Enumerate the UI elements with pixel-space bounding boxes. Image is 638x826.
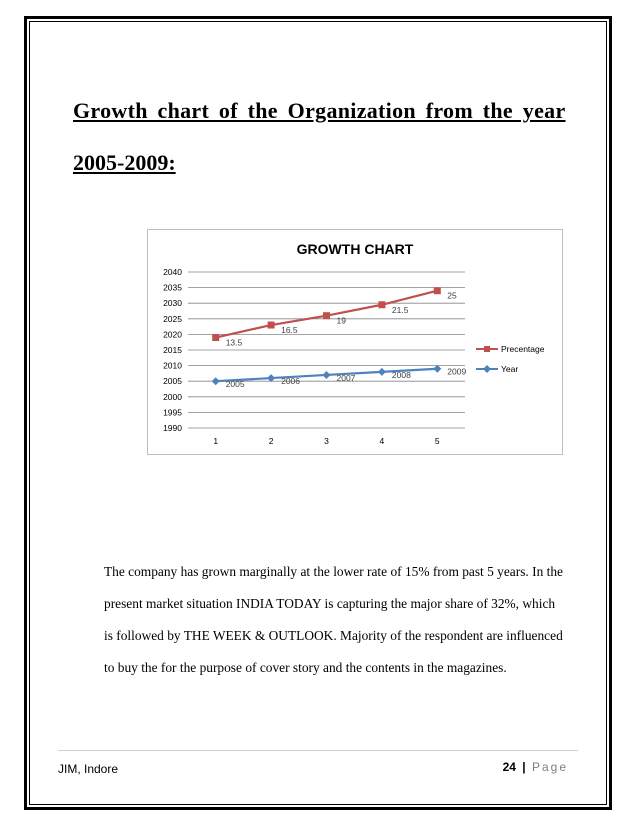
- x-tick-label: 5: [434, 436, 440, 446]
- data-label: 2007: [336, 372, 356, 383]
- paragraph-line: is followed by THE WEEK & OUTLOOK. Majority of the respondent are influenced: [104, 628, 563, 643]
- page-separator: |: [522, 760, 526, 774]
- data-point: [212, 377, 220, 385]
- x-tick-label: 4: [379, 436, 385, 446]
- growth-chart-svg: [148, 230, 562, 454]
- y-tick-label: 2015: [163, 345, 182, 355]
- y-tick-label: 2020: [163, 329, 182, 340]
- data-label: 2005: [225, 379, 245, 390]
- data-label: 19: [336, 315, 346, 326]
- data-point: [378, 301, 385, 308]
- data-point: [212, 334, 219, 341]
- data-label: 16.5: [281, 325, 298, 336]
- chart-title: GROWTH CHART: [296, 241, 414, 257]
- footer-institution: JIM, Indore: [58, 762, 119, 776]
- paragraph-line: present market situation INDIA TODAY is capturing the major share of 32%, which: [104, 596, 556, 611]
- legend-entry: Year: [501, 364, 519, 374]
- growth-chart: [147, 229, 563, 455]
- x-tick-label: 3: [324, 436, 329, 446]
- data-label: 2009: [447, 366, 467, 377]
- data-point: [323, 371, 331, 379]
- data-point: [323, 312, 330, 319]
- y-tick-label: 2010: [163, 360, 182, 371]
- y-tick-label: 2030: [163, 298, 182, 309]
- legend-marker: [484, 346, 490, 352]
- data-point: [434, 287, 441, 294]
- y-tick-label: 2040: [163, 267, 182, 277]
- section-heading: Growth chart of the Organization from the year: [73, 98, 566, 123]
- footer-page-info: [503, 760, 568, 774]
- data-label: 13.5: [225, 337, 243, 348]
- legend-entry: Precentage: [501, 344, 545, 354]
- data-label: 2008: [391, 369, 411, 380]
- data-label: 2006: [281, 376, 301, 387]
- page-word: Page: [531, 760, 568, 774]
- data-label: 21.5: [391, 304, 409, 315]
- x-tick-label: 2: [268, 436, 274, 446]
- y-tick-label: 2035: [163, 282, 182, 293]
- section-heading-years: 2005-2009:: [73, 150, 176, 175]
- data-point: [378, 368, 386, 376]
- footer-divider: [58, 750, 578, 751]
- y-tick-label: 1990: [163, 423, 182, 433]
- x-tick-label: 1: [213, 436, 219, 446]
- paragraph-line: The company has grown marginally at the lower rate of 15% from past 5 years. In the: [104, 564, 563, 579]
- data-label: 25: [447, 290, 457, 301]
- page-number: 24: [502, 760, 516, 774]
- body-paragraph: [104, 556, 563, 684]
- y-tick-label: 2000: [163, 391, 182, 402]
- legend-marker: [483, 365, 491, 373]
- y-tick-label: 1995: [163, 407, 182, 418]
- paragraph-line: to buy the for the purpose of cover story and the contents in the magazines.: [104, 660, 507, 675]
- data-point: [268, 322, 275, 329]
- y-tick-label: 2025: [163, 313, 182, 324]
- y-tick-label: 2005: [163, 376, 182, 387]
